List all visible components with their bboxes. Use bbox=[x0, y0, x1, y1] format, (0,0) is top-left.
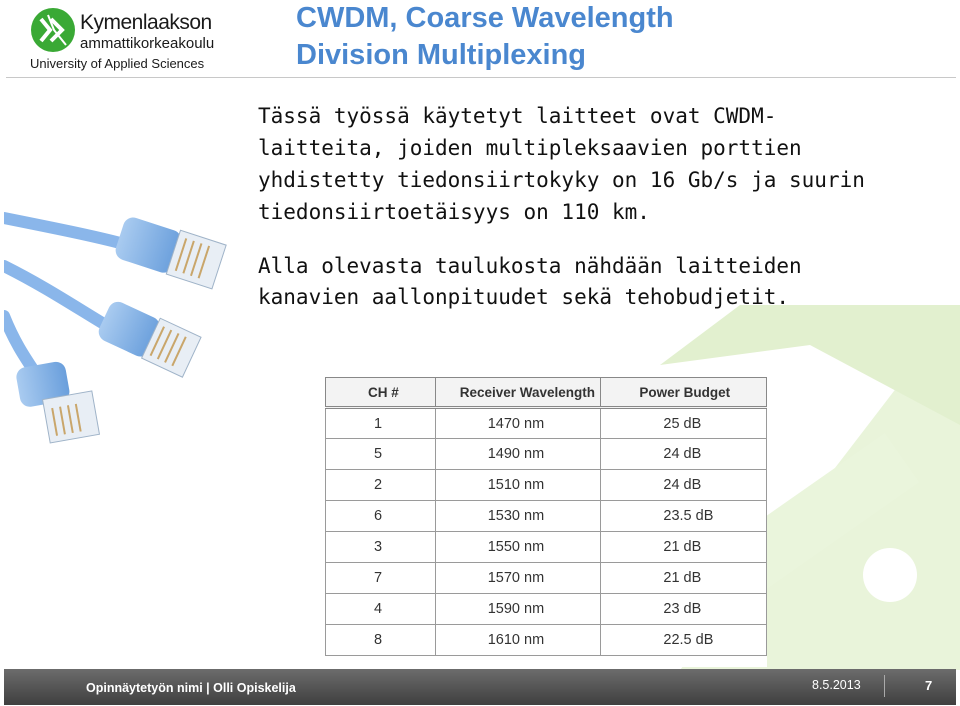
cell-channel: 6 bbox=[326, 501, 436, 532]
cell-channel: 5 bbox=[326, 439, 436, 470]
cell-wavelength: 1570 nm bbox=[435, 563, 601, 594]
header-divider bbox=[6, 77, 956, 78]
kyamk-logo-icon bbox=[30, 7, 76, 53]
cell-wavelength: 1550 nm bbox=[435, 532, 601, 563]
cell-channel: 7 bbox=[326, 563, 436, 594]
cell-wavelength: 1530 nm bbox=[435, 501, 601, 532]
table-row bbox=[326, 625, 767, 656]
cell-power-budget: 24 dB bbox=[601, 439, 767, 470]
footer-divider bbox=[884, 675, 885, 697]
paragraph-line: yhdistetty tiedonsiirtokyky on 16 Gb/s ja suurin bbox=[258, 168, 865, 192]
table-row bbox=[326, 563, 767, 594]
cell-power-budget: 23 dB bbox=[601, 594, 767, 625]
paragraph-line: Tässä työssä käytetyt laitteet ovat CWDM- bbox=[258, 104, 777, 128]
logo-name: Kymenlaakson bbox=[80, 11, 212, 34]
logo-university: University of Applied Sciences bbox=[30, 56, 205, 71]
paragraph-line: Alla olevasta taulukosta nähdään laitteiden bbox=[258, 254, 802, 278]
network-cables-image bbox=[4, 206, 254, 456]
slide-title bbox=[296, 0, 916, 74]
wavelength-table-container bbox=[325, 377, 767, 667]
paragraph-line: tiedonsiirtoetäisyys on 110 km. bbox=[258, 200, 650, 224]
table-row bbox=[326, 594, 767, 625]
table-row bbox=[326, 501, 767, 532]
header-wavelength: Receiver Wavelength bbox=[435, 378, 601, 408]
table-row bbox=[326, 470, 767, 501]
cell-power-budget: 24 dB bbox=[601, 470, 767, 501]
slide-title-line-1: CWDM, Coarse Wavelength bbox=[296, 2, 674, 34]
footer-date: 8.5.2013 bbox=[812, 678, 861, 692]
table-row bbox=[326, 532, 767, 563]
cell-wavelength: 1610 nm bbox=[435, 625, 601, 656]
cell-channel: 1 bbox=[326, 408, 436, 439]
cell-power-budget: 23.5 dB bbox=[601, 501, 767, 532]
cell-channel: 2 bbox=[326, 470, 436, 501]
footer-thesis-author: Opinnäytetyön nimi | Olli Opiskelija bbox=[86, 681, 296, 695]
cell-wavelength: 1590 nm bbox=[435, 594, 601, 625]
header-power-budget: Power Budget bbox=[601, 378, 767, 408]
slide-title-line-2: Division Multiplexing bbox=[296, 39, 587, 71]
table-row bbox=[326, 439, 767, 470]
paragraph-equipment bbox=[258, 100, 918, 228]
paragraph-table-intro bbox=[258, 251, 918, 313]
cell-power-budget: 22.5 dB bbox=[601, 625, 767, 656]
cell-power-budget: 21 dB bbox=[601, 532, 767, 563]
paragraph-line: kanavien aallonpituudet sekä tehobudjetit. bbox=[258, 285, 790, 309]
header-channel: CH # bbox=[326, 378, 436, 408]
cell-wavelength: 1470 nm bbox=[435, 408, 601, 439]
cell-power-budget: 25 dB bbox=[601, 408, 767, 439]
paragraph-line: laitteita, joiden multipleksaavien porttien bbox=[258, 136, 802, 160]
university-logo bbox=[30, 4, 230, 74]
cell-wavelength: 1510 nm bbox=[435, 470, 601, 501]
table-row bbox=[326, 408, 767, 439]
cell-channel: 3 bbox=[326, 532, 436, 563]
cell-channel: 8 bbox=[326, 625, 436, 656]
cell-wavelength: 1490 nm bbox=[435, 439, 601, 470]
cell-channel: 4 bbox=[326, 594, 436, 625]
footer-bar bbox=[4, 669, 956, 705]
cell-power-budget: 21 dB bbox=[601, 563, 767, 594]
table-header-row bbox=[326, 378, 767, 408]
logo-subname: ammattikorkeakoulu bbox=[80, 35, 215, 52]
wavelength-table bbox=[325, 377, 767, 656]
footer-page-number: 7 bbox=[925, 678, 933, 693]
